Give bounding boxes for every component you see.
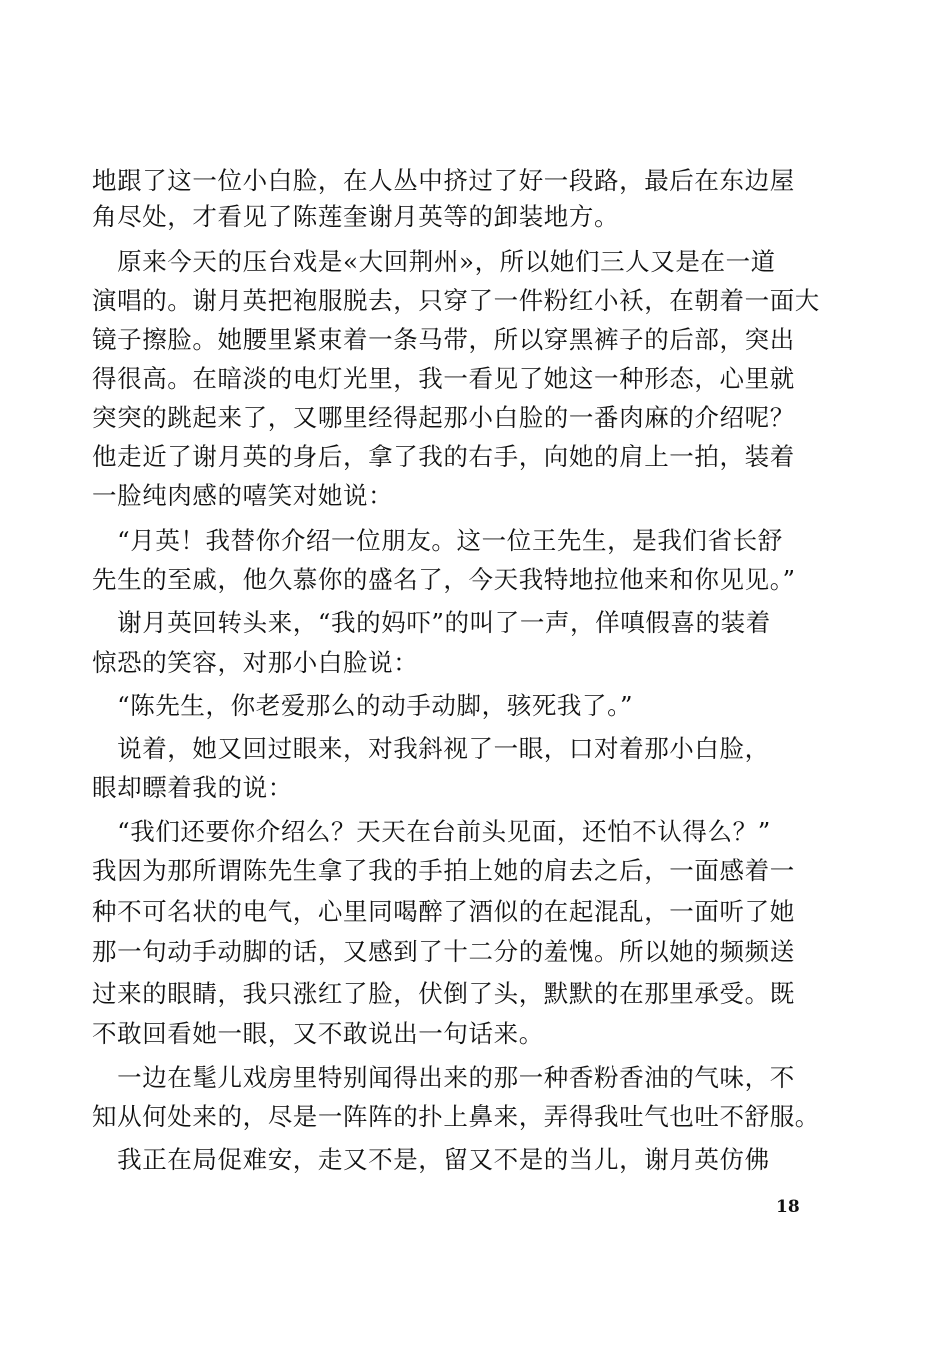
text-line: 角尽处，才看见了陈莲奎谢月英等的卸装地方。 xyxy=(92,202,620,231)
text-line: 一脸纯肉感的嘻笑对她说： xyxy=(92,481,394,510)
text-line: 种不可名状的电气，心里同喝醉了酒似的在起混乱，一面听了她 xyxy=(92,897,795,926)
text-line: 一边在髦儿戏房里特别闻得出来的那一种香粉香油的气味，不 xyxy=(92,1063,795,1092)
text-line: 他走近了谢月英的身后，拿了我的右手，向她的肩上一拍，装着 xyxy=(92,442,795,471)
text-line: 演唱的。谢月英把袍服脱去，只穿了一件粉红小袄，在朝着一面大 xyxy=(92,286,820,315)
text-line: 先生的至戚，他久慕你的盛名了，今天我特地拉他来和你见见。” xyxy=(92,565,796,594)
page-number: 18 xyxy=(776,1197,800,1217)
text-line: “我们还要你介绍么？天天在台前头见面，还怕不认得么？” xyxy=(92,817,771,846)
text-line: 眼却瞟着我的说： xyxy=(92,773,293,802)
text-line: 谢月英回转头来，“我的妈吓”的叫了一声，佯嗔假喜的装着 xyxy=(92,608,771,637)
text-line: 不敢回看她一眼，又不敢说出一句话来。 xyxy=(92,1019,544,1048)
text-line: 得很高。在暗淡的电灯光里，我一看见了她这一种形态，心里就 xyxy=(92,364,795,393)
text-line: 过来的眼睛，我只涨红了脸，伏倒了头，默默的在那里承受。既 xyxy=(92,979,795,1008)
text-line: 镜子擦脸。她腰里紧束着一条马带，所以穿黑裤子的后部，突出 xyxy=(92,325,795,354)
text-line: 原来今天的压台戏是«大回荆州»，所以她们三人又是在一道 xyxy=(92,247,776,276)
text-line: 知从何处来的，尽是一阵阵的扑上鼻来，弄得我吐气也吐不舒服。 xyxy=(92,1102,820,1131)
text-line: 地跟了这一位小白脸，在人丛中挤过了好一段路，最后在东边屋 xyxy=(92,166,795,195)
text-line: 说着，她又回过眼来，对我斜视了一眼，口对着那小白脸， xyxy=(92,734,770,763)
text-line: “陈先生，你老爱那么的动手动脚，骇死我了。” xyxy=(92,691,634,720)
text-line: 我因为那所谓陈先生拿了我的手拍上她的肩去之后，一面感着一 xyxy=(92,856,795,885)
text-line: “月英！我替你介绍一位朋友。这一位王先生，是我们省长舒 xyxy=(92,526,783,555)
text-line: 惊恐的笑容，对那小白脸说： xyxy=(92,648,419,677)
text-line: 突突的跳起来了，又哪里经得起那小白脸的一番肉麻的介绍呢？ xyxy=(92,403,795,432)
text-line: 我正在局促难安，走又不是，留又不是的当儿，谢月英仿佛 xyxy=(92,1145,770,1174)
text-line: 那一句动手动脚的话，又感到了十二分的羞愧。所以她的频频送 xyxy=(92,937,795,966)
